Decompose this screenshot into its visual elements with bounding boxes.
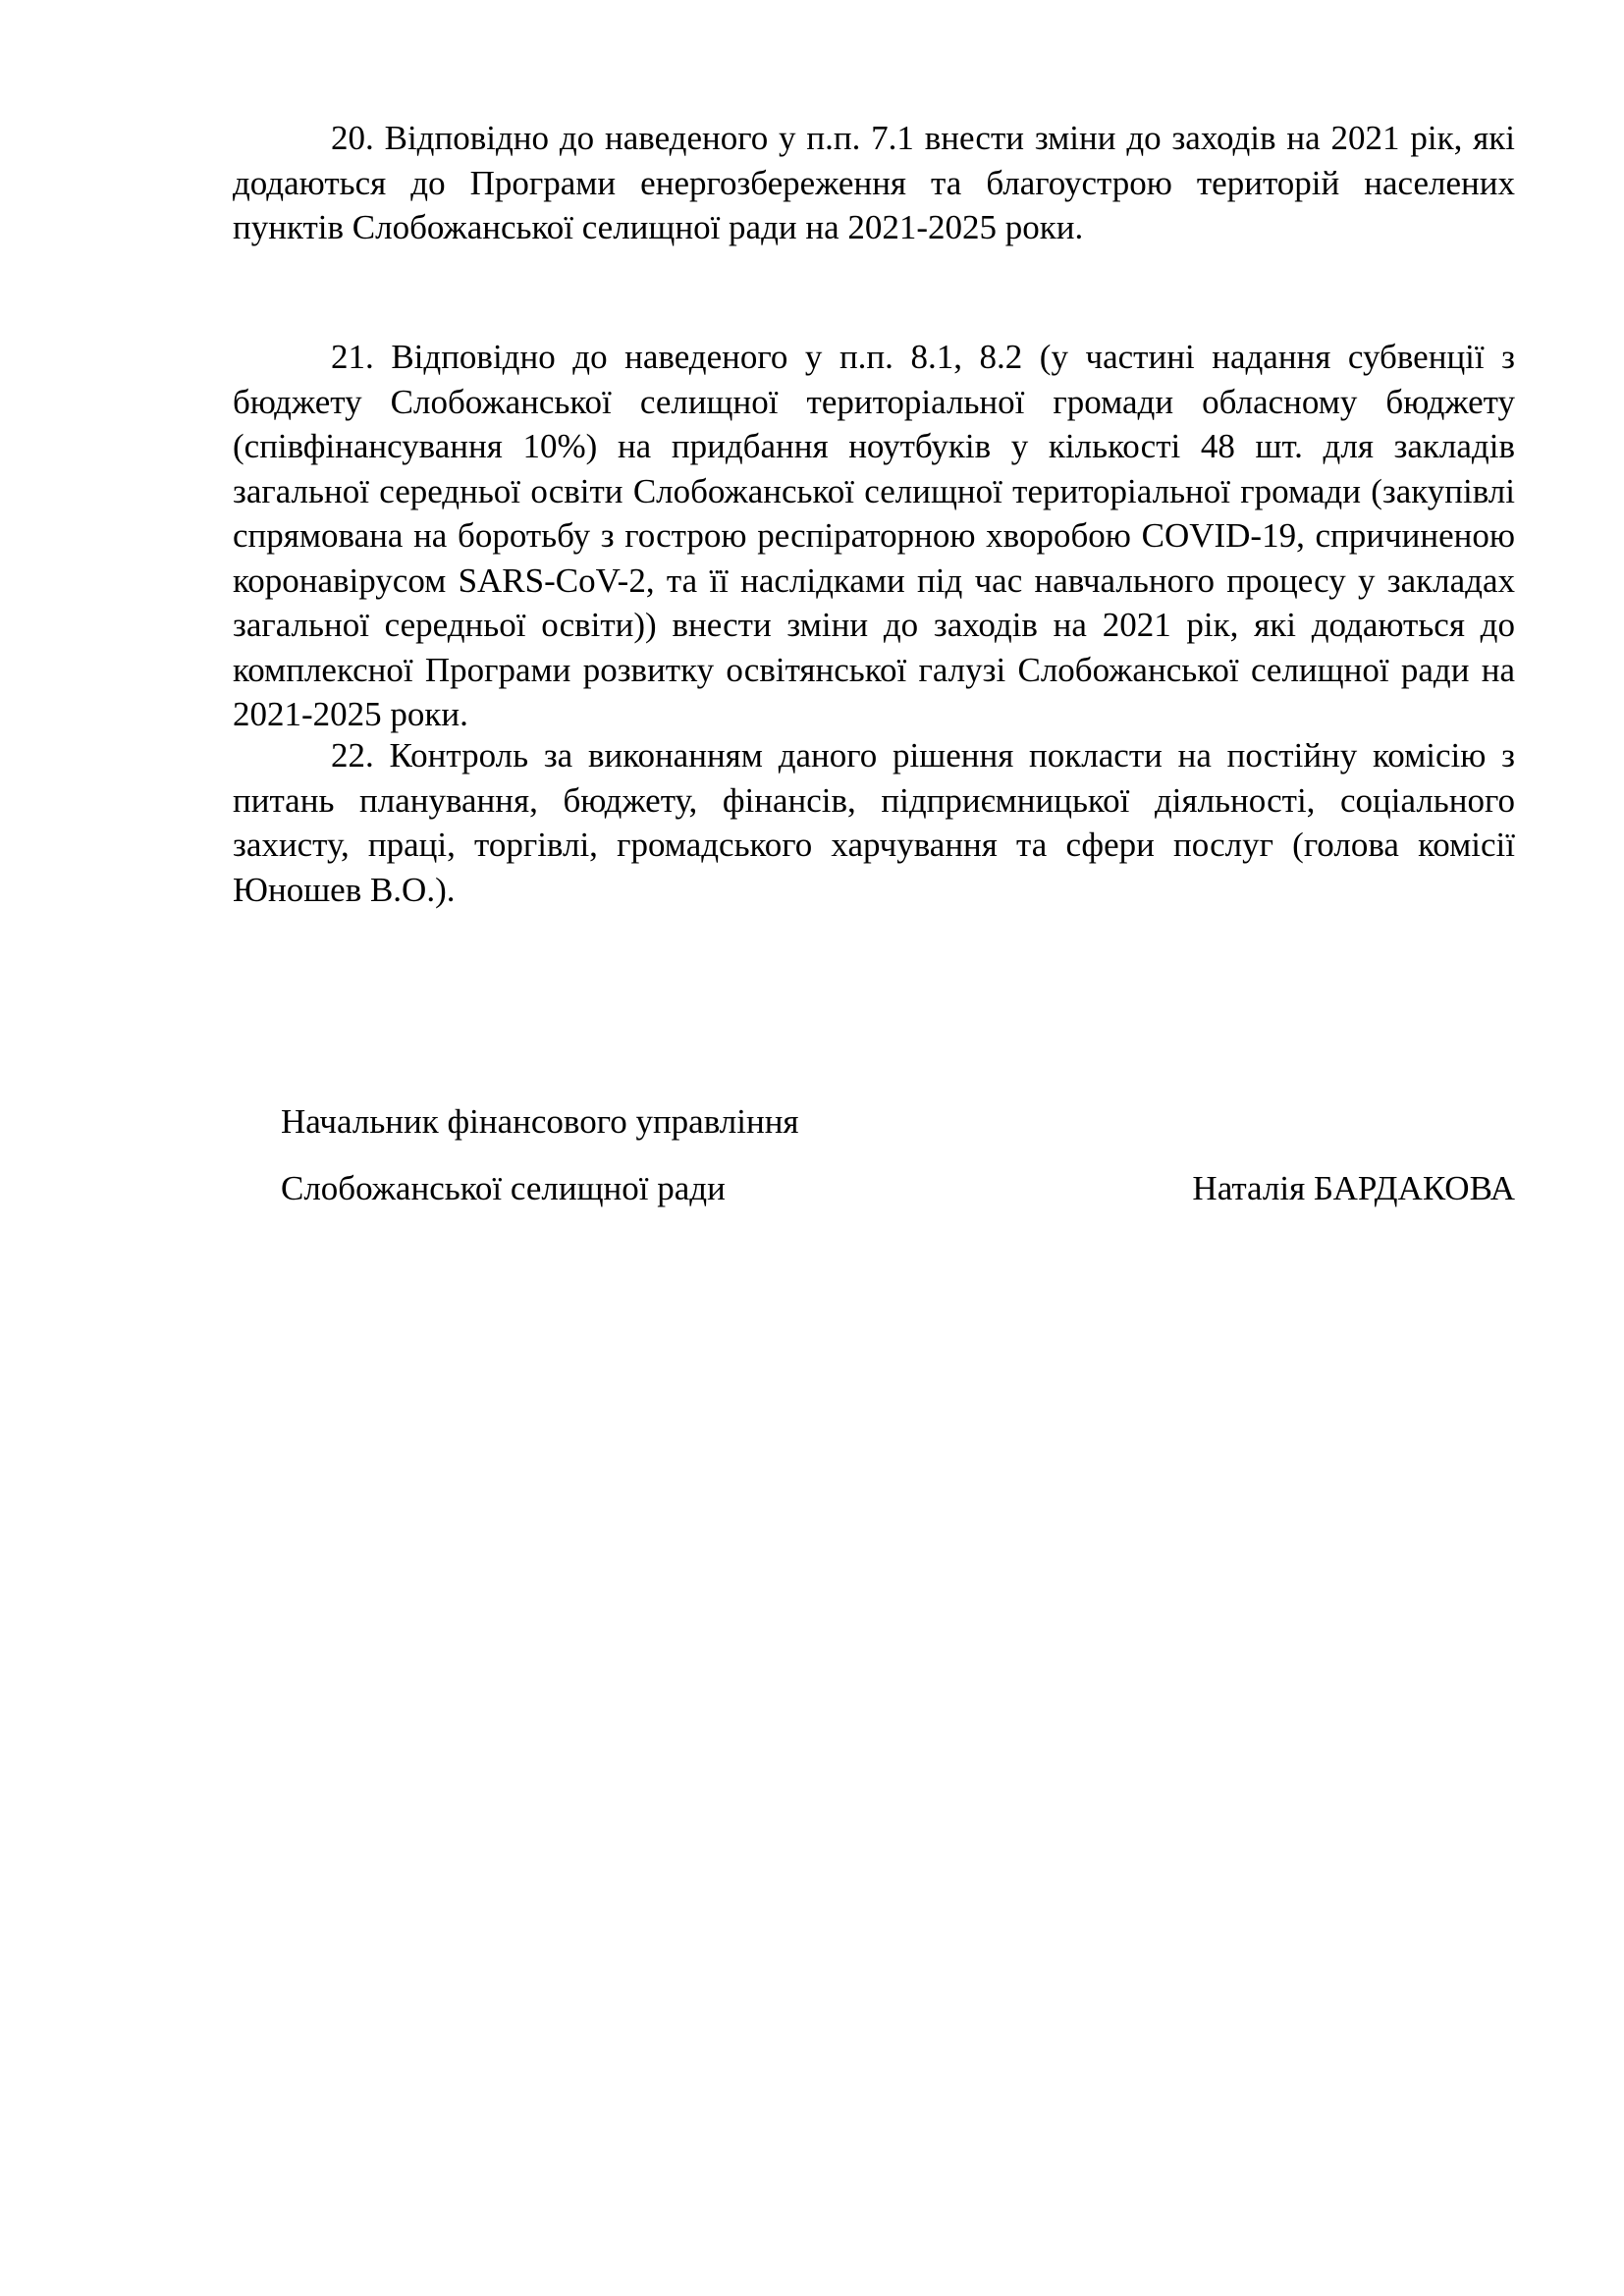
paragraph-text: Відповідно до наведеного у п.п. 7.1 внести зміни до заходів на 2021 рік, які додаються до Програми енергозбереження та благоустрою територій населених пунктів Слобожанської селищної ради на 2021-2025 роки. [233, 119, 1515, 246]
paragraph-number: 20. [331, 119, 374, 157]
signatory-position-line-2: Слобожанської селищної ради [281, 1169, 726, 1207]
paragraph-21 [233, 335, 1515, 737]
signatory-position-line-1: Начальник фінансового управління [281, 1102, 799, 1141]
paragraph-text: Контроль за виконанням даного рішення покласти на постійну комісію з питань планування, бюджету, фінансів, підприємницької діяльності, соціального захисту, праці, торгівлі, громадського харчування та сфери послуг (голова комісії Юношев В.О.). [233, 736, 1515, 909]
signatory-name: Наталія БАРДАКОВА [1192, 1169, 1515, 1207]
paragraph-20 [233, 116, 1515, 250]
paragraph-number: 22. [331, 736, 374, 774]
paragraph-number: 21. [331, 338, 374, 376]
paragraph-22 [233, 733, 1515, 912]
paragraph-text: Відповідно до наведеного у п.п. 8.1, 8.2 (у частині надання субвенції з бюджету Слобожанської селищної територіальної громади обласному бюджету (співфінансування 10%) на придбання ноутбуків у кількості 48 шт. для закладів загальної середньої освіти Слобожанської селищної територіальної громади (закупівлі спрямована на боротьбу з гострою респіраторною хворобою COVID-19, спричиненою коронавірусом SARS-CoV-2, та її наслідками під час навчального процесу у закладах загальної середньої освіти)) внести зміни до заходів на 2021 рік, які додаються до комплексної Програми розвитку освітянської галузі Слобожанської селищної ради на 2021-2025 роки. [233, 338, 1515, 733]
